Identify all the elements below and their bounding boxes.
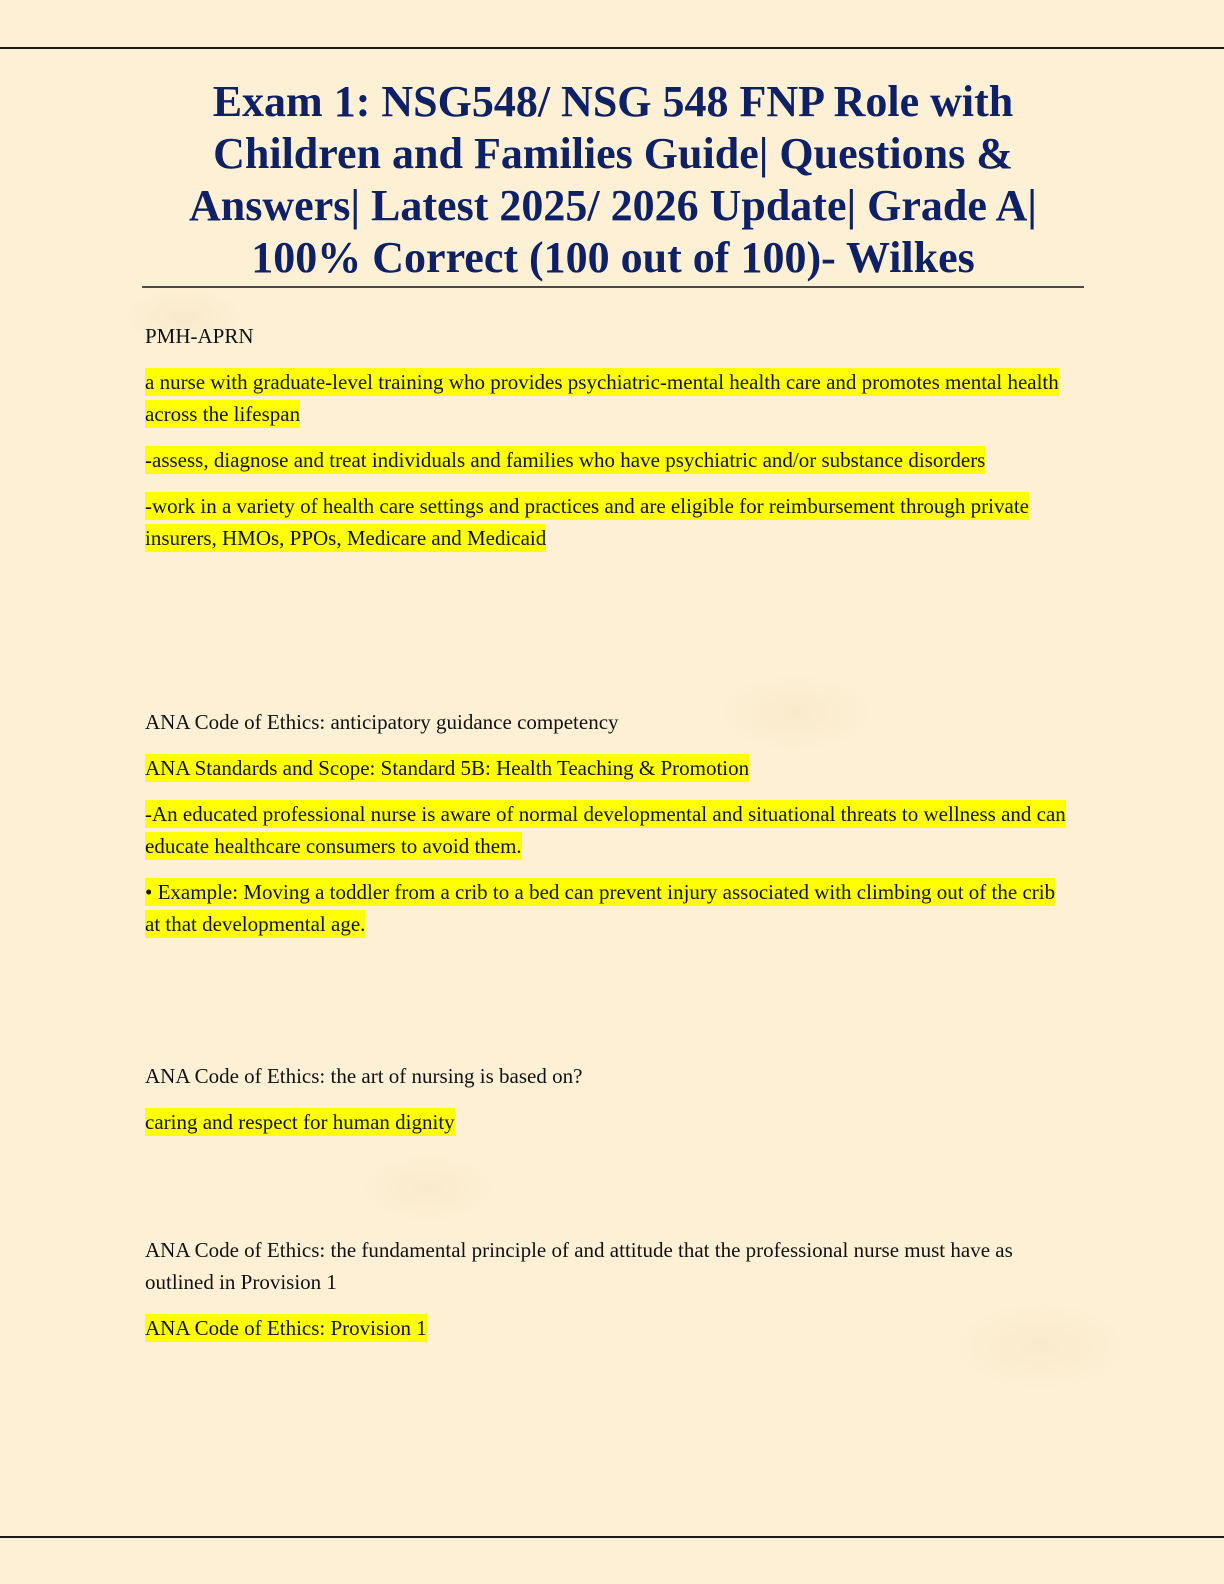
highlighted-answer: ANA Standards and Scope: Standard 5B: Health Teaching & Promotion: [145, 756, 750, 780]
highlighted-answer: -assess, diagnose and treat individuals and families who have psychiatric and/or substance disorders: [145, 448, 986, 472]
qa-item-pmh-aprn: [145, 320, 1075, 706]
answer: [145, 366, 1075, 430]
document-title: Exam 1: NSG548/ NSG 548 FNP Role with Children and Families Guide| Questions & Answers| Latest 2025/ 2026 Update| Grade A| 100% Correct (100 out of 100)- Wilkes: [189, 77, 1037, 282]
answer: [145, 752, 1075, 784]
question: ANA Code of Ethics: the fundamental principle of and attitude that the professional nurse must have as outlined in Provision 1: [145, 1238, 1013, 1294]
answer: [145, 490, 1075, 554]
highlighted-answer: -An educated professional nurse is aware of normal developmental and situational threats to wellness and can educate healthcare consumers to avoid them.: [145, 802, 1066, 858]
question: PMH-APRN: [145, 324, 254, 348]
qa-content: [145, 320, 1075, 1358]
title-block: [142, 76, 1084, 288]
qa-item-art-of-nursing: [145, 1060, 1075, 1234]
highlighted-answer: • Example: Moving a toddler from a crib to a bed can prevent injury associated with climbing out of the crib at that developmental age.: [145, 880, 1056, 936]
highlighted-answer: caring and respect for human dignity: [145, 1110, 455, 1134]
answer: [145, 1312, 1075, 1344]
qa-item-anticipatory-guidance: [145, 706, 1075, 1060]
highlighted-answer: ANA Code of Ethics: Provision 1: [145, 1316, 427, 1340]
answer: [145, 876, 1075, 940]
question: ANA Code of Ethics: anticipatory guidance competency: [145, 710, 619, 734]
highlighted-answer: -work in a variety of health care settings and practices and are eligible for reimbursement through private insurers, HMOs, PPOs, Medicare and Medicaid: [145, 494, 1029, 550]
highlighted-answer: a nurse with graduate-level training who provides psychiatric-mental health care and promotes mental health across the lifespan: [145, 370, 1059, 426]
answer: [145, 1106, 1075, 1138]
answer: [145, 798, 1075, 862]
qa-item-provision-1: [145, 1234, 1075, 1344]
question: ANA Code of Ethics: the art of nursing is based on?: [145, 1064, 583, 1088]
top-divider: [0, 47, 1224, 49]
bottom-divider: [0, 1536, 1224, 1538]
answer: [145, 444, 1075, 476]
